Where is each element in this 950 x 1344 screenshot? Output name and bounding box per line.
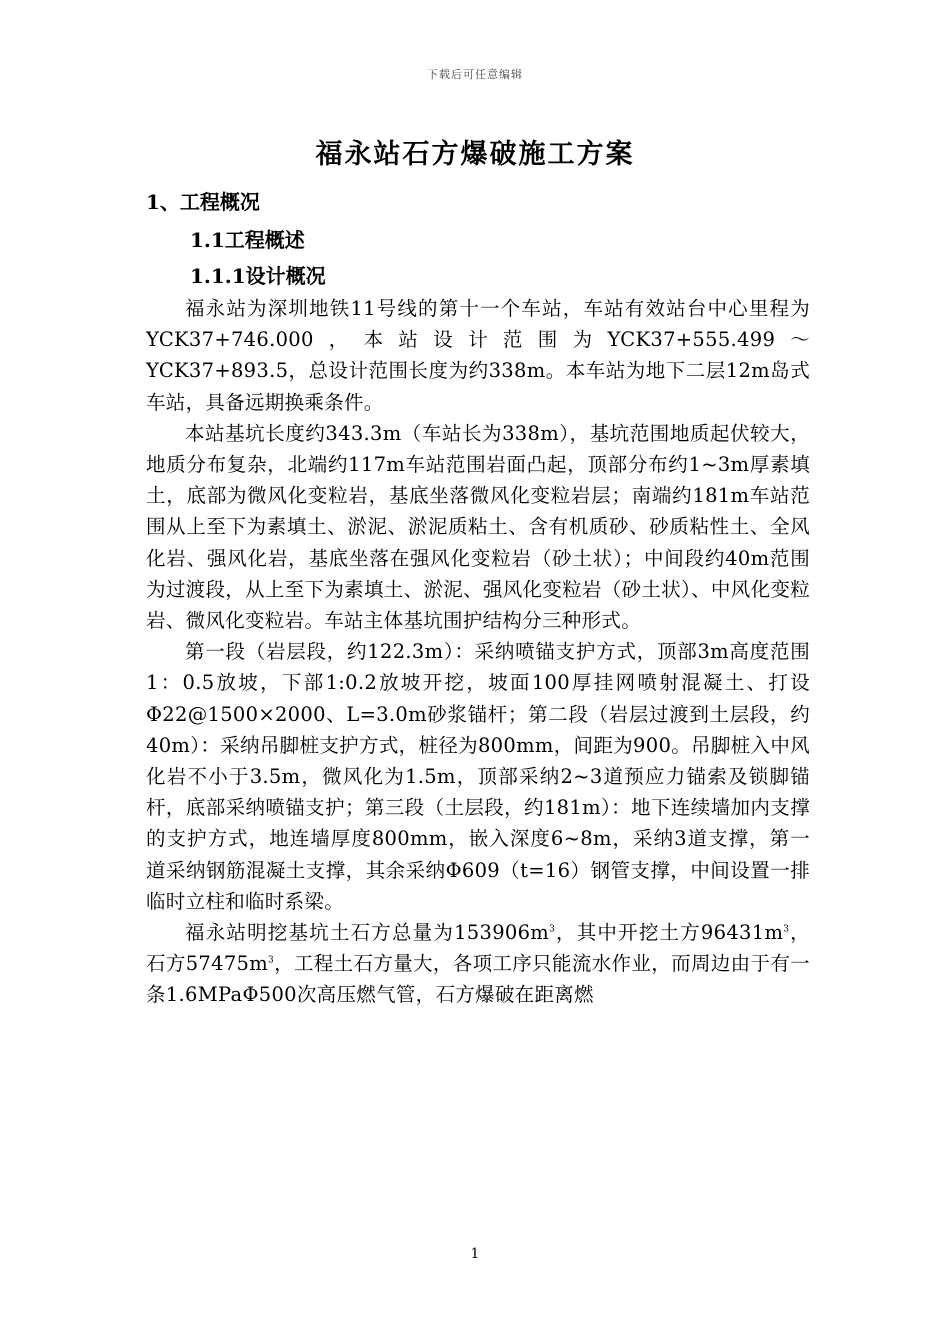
paragraph-2: 本站基坑长度约343.3m（车站长为338m），基坑范围地质起伏较大，地质分布复杂，北端约117m车站范围岩面凸起，顶部分布约1~3m厚素填土，底部为微风化变粒岩，基底坐落微风化变粒岩层；南端约181m车站范围从上至下为素填土、淤泥、淤泥质粘土、含有机质砂、砂质粘性土、全风化岩、强风化岩，基底坐落在强风化变粒岩（砂土状）；中间段约40m范围为过渡段，从上至下为素填土、淤泥、强风化变粒岩（砂土状）、中风化变粒岩、微风化变粒岩。车站主体基坑围护结构分三种形式。 [146,421,810,633]
paragraph-4-part-b: ，其中开挖土方96431m [555,921,784,945]
paragraph-4-part-a: 福永站明挖基坑土石方总量为153906m [185,921,550,945]
cubic-superscript: 3 [783,924,790,935]
cubic-superscript: 3 [549,924,556,935]
subsubsection-heading: 1.1.1设计概况 [190,264,326,288]
paragraph-4-part-c: ，石方57475m [146,921,810,976]
body-text [146,293,810,1011]
section-heading: 1、工程概况 [146,190,260,214]
page-header-note: 下载后可任意编辑 [427,68,523,81]
subsection-heading: 1.1工程概述 [190,228,305,252]
paragraph-1: 福永站为深圳地铁11号线的第十一个车站，车站有效站台中心里程为YCK37+746.000，本站设计范围为YCK37+555.499～YCK37+893.5，总设计范围长度为约338m。本车站为地下二层12m岛式车站，具备远期换乘条件。 [146,297,810,414]
paragraph-4 [146,917,810,1011]
paragraph-3: 第一段（岩层段，约122.3m）：采纳喷锚支护方式，顶部3m高度范围1：0.5放坡，下部1:0.2放坡开挖，坡面100厚挂网喷射混凝土、打设Φ22@1500×2000、L=3.0m砂浆锚杆；第二段（岩层过渡到土层段，约40m）：采纳吊脚桩支护方式，桩径为800mm，间距为900。吊脚桩入中风化岩不小于3.5m，微风化为1.5m，顶部采纳2~3道预应力锚索及锁脚锚杆，底部采纳喷锚支护；第三段（土层段，约181m）：地下连续墙加内支撑的支护方式，地连墙厚度800mm，嵌入深度6~8m，采纳3道支撑，第一道采纳钢筋混凝土支撑，其余采纳Φ609（t=16）钢管支撑，中间设置一排临时立柱和临时系梁。 [146,640,810,913]
paragraph-4-part-d: ，工程土石方量大，各项工序只能流水作业，而周边由于有一条1.6MPaΦ500次高压燃气管，石方爆破在距离燃 [146,952,810,1007]
page-number: 1 [470,1246,480,1262]
document-title: 福永站石方爆破施工方案 [315,139,635,170]
cubic-superscript: 3 [268,955,275,966]
